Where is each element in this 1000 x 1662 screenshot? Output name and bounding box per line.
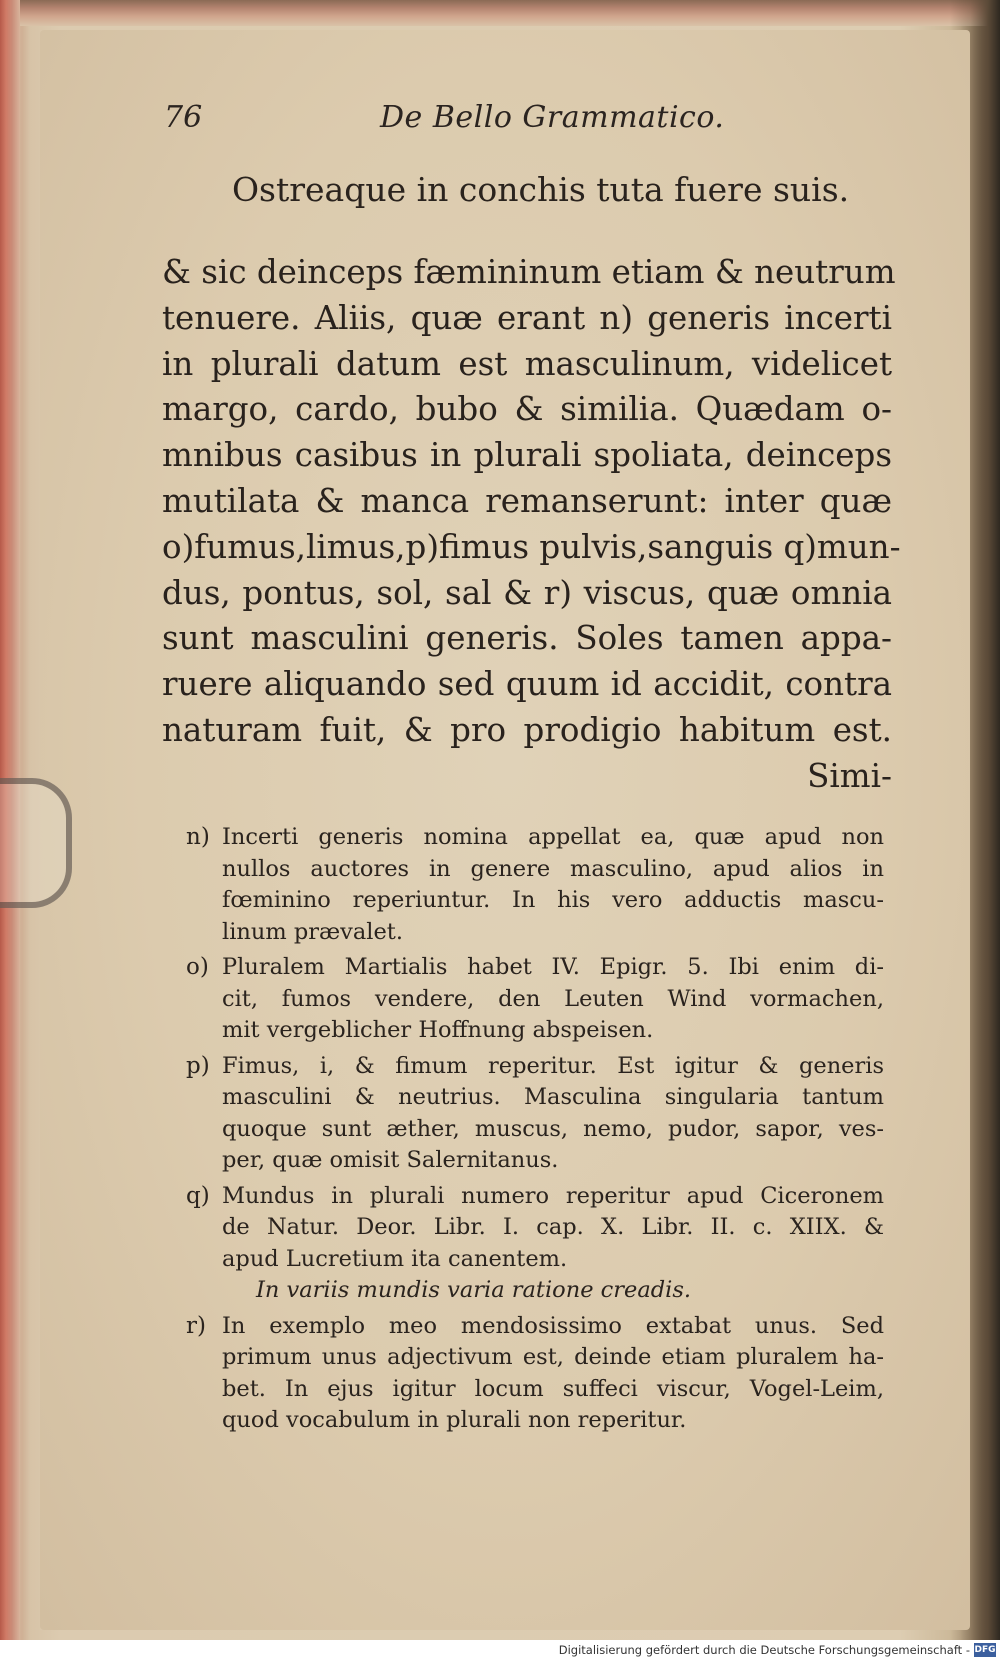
text-line: ruere aliquando sed quum id accidit, contra	[162, 665, 892, 704]
main-text	[162, 250, 901, 800]
footnote-r	[178, 1311, 884, 1437]
footnote-mark: r)	[186, 1312, 206, 1339]
footnote-line: de Natur. Deor. Libr. I. cap. X. Libr. II. c. XIIX. &	[222, 1214, 884, 1240]
footnote-mark: n)	[186, 824, 210, 850]
text-line: naturam fuit, & pro prodigio habitum est.	[162, 710, 892, 749]
page-clip	[0, 778, 72, 908]
footnote-line: primum unus adjectivum est, deinde etiam pluralem ha-	[222, 1344, 884, 1370]
text-line: dus, pontus, sol, sal & r) viscus, quæ omnia	[162, 573, 892, 612]
footnote-line: cit, fumos vendere, den Leuten Wind vormachen,	[222, 985, 884, 1012]
footnote-line: mit vergeblicher Hoffnung abspeisen.	[222, 1017, 654, 1043]
footnote-n	[178, 822, 884, 948]
footnote-line: apud Lucretium ita canentem.	[222, 1245, 568, 1272]
footnote-p	[178, 1051, 884, 1177]
digitization-footer	[0, 1640, 1000, 1662]
footnote-line: Incerti generis nomina appellat ea, quæ apud non	[222, 824, 884, 850]
footnote-line: quoque sunt æther, muscus, nemo, pudor, sapor, ves-	[222, 1115, 884, 1142]
running-head	[0, 100, 1000, 140]
text-line: mnibus casibus in plurali spoliata, deinceps	[162, 436, 892, 475]
text-line: mutilata & manca remanserunt: inter quæ	[162, 481, 892, 520]
verse-line: Ostreaque in conchis tuta fuere suis.	[232, 170, 850, 209]
footnote-line: Pluralem Martialis habet IV. Epigr. 5. Ibi enim di-	[222, 954, 884, 980]
text-line: in plurali datum est masculinum, videlicet	[162, 344, 892, 383]
book-top-edge	[0, 0, 1000, 26]
text-line: sunt masculini generis. Soles tamen appa-	[162, 619, 892, 658]
text-line: o)fumus,limus,p)fimus pulvis,sanguis q)mun-	[162, 527, 901, 566]
text-line: tenuere. Aliis, quæ erant n) generis incerti	[162, 298, 892, 337]
footnote-line: masculini & neutrius. Masculina singularia tantum	[222, 1084, 884, 1110]
footnote-line: Fimus, i, & fimum reperitur. Est igitur & generis	[222, 1052, 884, 1079]
running-title: De Bello Grammatico.	[380, 100, 725, 135]
footer-credit: Digitalisierung gefördert durch die Deutsche Forschungsgemeinschaft -	[558, 1643, 970, 1657]
footnote-line: nullos auctores in genere masculino, apud alios in	[222, 855, 884, 882]
page-number: 76	[164, 100, 203, 135]
footnote-line: bet. In ejus igitur locum suffeci viscur, Vogel-Leim,	[222, 1375, 884, 1402]
footnote-quote: In variis mundis varia ratione creadis.	[256, 1277, 692, 1303]
text-line: & sic deinceps fæmininum etiam & neutrum	[162, 253, 896, 291]
footnote-line: quod vocabulum in plurali non reperitur.	[222, 1407, 687, 1433]
text-line: margo, cardo, bubo & similia. Quædam o-	[162, 390, 892, 429]
dfg-logo: DFG	[974, 1645, 996, 1655]
footnote-o	[178, 952, 884, 1047]
footnotes	[178, 822, 884, 1441]
footnote-line: fœminino reperiuntur. In his vero adductis mascu-	[222, 887, 884, 913]
footnote-mark: p)	[186, 1052, 210, 1079]
catchword: Simi-	[807, 756, 892, 795]
footnote-line: Mundus in plurali numero reperitur apud Ciceronem	[222, 1182, 884, 1209]
footnote-q	[178, 1181, 884, 1307]
footnote-line: per, quæ omisit Salernitanus.	[222, 1147, 559, 1173]
footnote-line: linum prævalet.	[222, 918, 403, 945]
footnote-mark: q)	[186, 1182, 210, 1209]
footnote-mark: o)	[186, 954, 209, 980]
footnote-line: In exemplo meo mendosissimo extabat unus. Sed	[222, 1312, 884, 1339]
